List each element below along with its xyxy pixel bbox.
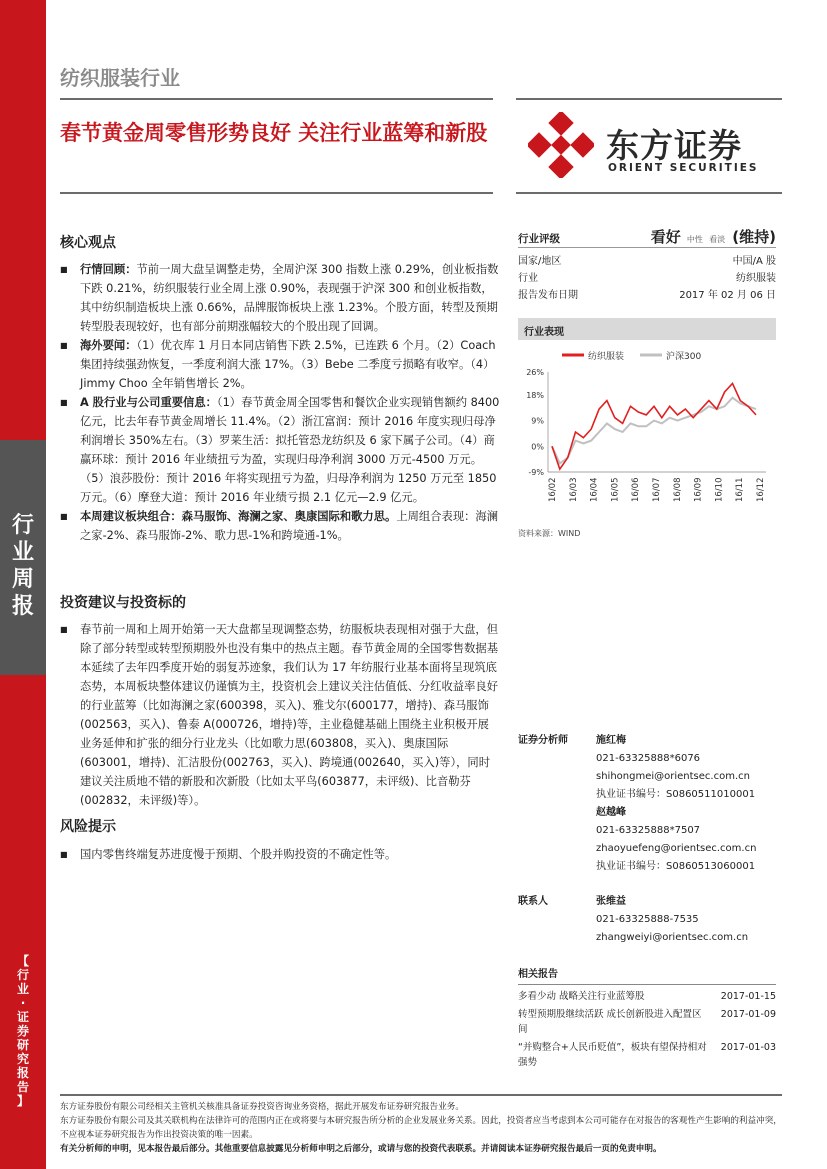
analyst-email[interactable]: zhaoyuefeng@orientsec.com.cn <box>596 843 757 854</box>
analyst-phone: 021-63325888*6076 <box>596 753 701 764</box>
contact-name: 张维益 <box>596 896 626 907</box>
disclaimer-line-1: 东方证券股份有限公司经相关主管机关核准具备证券投资咨询业务资格，据此开展发布证券研究报告业务。 <box>60 1102 464 1112</box>
divider <box>60 98 493 100</box>
x-tick-label: 16/07 <box>652 477 662 502</box>
rating-row <box>518 269 776 286</box>
related-item[interactable] <box>518 1007 776 1037</box>
rating-status: (维持) <box>732 228 776 246</box>
y-tick-label: 0% <box>531 442 544 452</box>
risk-section <box>60 845 500 864</box>
core-point-text: （1）优衣库 1 月日本同店销售下跌 2.5%，已连跌 6 个月。（2）Coach 集团持续强劲恢复，一季度利润大涨 17%。（3）Bebe 二季度亏损略有收窄。（4）Jimmy Choo 全年销售增长 2%。 <box>80 339 496 390</box>
rating-label: 行业评级 <box>518 233 560 245</box>
related-date: 2017-01-03 <box>720 1042 776 1053</box>
rating-bearish: 看淡 <box>709 235 726 244</box>
rating-row <box>518 252 776 269</box>
core-point-text: 上周组合表现：海澜之家-2%、森马服饰-2%、歌力思-1%和跨境通-1%。 <box>80 510 499 542</box>
rating-key: 行业 <box>518 273 538 284</box>
related-date: 2017-01-15 <box>720 991 776 1002</box>
risk-heading: 风险提示 <box>60 819 116 835</box>
rating-neutral: 中性 <box>686 235 703 244</box>
company-name: 东方证券 <box>606 126 742 165</box>
related-date: 2017-01-09 <box>720 1009 776 1020</box>
core-point <box>60 336 500 393</box>
rating-value: 看好 <box>650 228 681 246</box>
analysts-label: 证券分析师 <box>518 735 568 746</box>
contact-phone: 021-63325888-7535 <box>596 914 699 925</box>
analyst-cert: 执业证书编号：S0860513060001 <box>596 861 756 872</box>
divider <box>60 192 493 194</box>
series-line-textile <box>552 383 756 469</box>
contact-email[interactable]: zhangweiyi@orientsec.com.cn <box>596 932 749 943</box>
contact-person <box>596 893 748 947</box>
rating-row <box>518 286 776 303</box>
advice-text: ■ 春节前一周和上周开始第一天大盘都呈现调整态势，纺服板块表现相对强于大盘，但除了部分转型或转型预期股外也没有集中的热点主题。春节黄金周的全国零售数据基本延续了去年四季度开始的弱复苏迹象，我们认为 17 年纺服行业基本面将呈现筑底态势，本周板块整体建议仍谨慎为主，投资机会上建议关注估值低、分红收益率良好的行业蓝筹（比如海澜之家(600398，买入)、雅戈尔(600177，增持)、森马服饰(002563，买入)、鲁泰 A(000726，增持)等，主业稳健基础上围绕主业积极开展业务延伸和扩张的细分行业龙头（比如歌力思(603808，买入)、奥康国际(603001，增持)、汇洁股份(002763，买入)、跨境通(002640，买入)等），同时建议关注质地不错的新股和次新股（比如太平鸟(603877，未评级)、比音勒芬(002832，未评级)等）。 <box>60 620 500 810</box>
disclaimer-line-3: 有关分析师的申明，见本报告最后部分。其他重要信息披露见分析师申明之后部分，或请与您的投资代表联系。并请阅读本证券研究报告最后一页的免责申明。 <box>60 1144 662 1154</box>
report-type-label: 行 业 周 报 <box>0 440 46 675</box>
analysts-block <box>518 732 778 872</box>
rating-val: 2017 年 02 月 06 日 <box>679 290 776 301</box>
core-point-title: 行情回顾： <box>80 263 137 276</box>
divider <box>60 1094 782 1096</box>
contact-label: 联系人 <box>518 896 548 907</box>
report-title: 春节黄金周零售形势良好 关注行业蓝筹和新股 <box>60 121 488 145</box>
y-tick-label: 26% <box>526 368 544 377</box>
x-tick-label: 16/10 <box>714 477 725 502</box>
analyst-email[interactable]: shihongmei@orientsec.com.cn <box>596 771 750 782</box>
chart-title: 行业表现 <box>518 318 776 340</box>
y-tick-label: -9% <box>528 468 544 477</box>
related-title[interactable]: 转型预期股继续活跃 成长创新股进入配置区间 <box>518 1009 702 1035</box>
x-tick-label: 16/02 <box>548 477 558 502</box>
industry-performance-chart <box>518 344 776 520</box>
industry-name: 纺织服装行业 <box>60 66 180 90</box>
y-tick-label: 9% <box>531 416 544 426</box>
legend-label: 纺织服装 <box>588 352 625 362</box>
core-point-text: 节前一周大盘呈调整走势，全周沪深 300 指数上涨 0.29%，创业板指数下跌 0.21%，纺织服装行业全周上涨 0.90%，表现强于沪深 300 和创业板指数，其中纺织制造板块上涨 0.66%，品牌服饰板块上涨 1.23%。个股方面，转型及预期转型股表现较好，也有部分前期涨幅较大的个股出现了回调。 <box>80 263 499 333</box>
x-tick-label: 16/08 <box>672 477 683 502</box>
x-tick-label: 16/03 <box>568 477 579 502</box>
company-logo <box>528 112 788 182</box>
company-name-en: ORIENT SECURITIES <box>608 162 759 174</box>
advice-heading: 投资建议与投资标的 <box>60 595 186 611</box>
rating-box <box>518 226 776 303</box>
x-tick-label: 16/04 <box>589 477 600 502</box>
related-title[interactable]: 多看少动 战略关注行业蓝筹股 <box>518 991 645 1002</box>
rating-key: 报告发布日期 <box>518 290 578 301</box>
rating-val: 纺织服装 <box>736 273 776 284</box>
divider <box>516 98 782 100</box>
core-heading: 核心观点 <box>60 235 116 251</box>
core-points <box>60 260 500 545</box>
y-tick-label: 18% <box>526 390 544 400</box>
disclaimer-line-2: 东方证券股份有限公司及其关联机构在法律许可的范围内正在或将要与本研究报告所分析的企业发展业务关系。因此，投资者应当考虑到本公司可能存在对报告的客观性产生影响的利益冲突，不应视本证券研究报告为作出投资决策的唯一因素。 <box>60 1116 782 1140</box>
core-point <box>60 507 500 545</box>
contact-block <box>518 893 778 953</box>
risk-text: ■ 国内零售终端复苏进度慢于预期、个股并购投资的不确定性等。 <box>60 845 500 864</box>
core-point-text: （1）春节黄金周全国零售和餐饮企业实现销售额约 8400 亿元，比去年春节黄金周增长 11.4%。（2）浙江富润：预计 2016 年度实现归母净利润增长 350%左右。（3）罗莱生活：拟托管恐龙纺织及 6 家下属子公司。（4）商赢环球：预计 2016 年业绩扭亏为盈，实现归母净利润 3000 万元-4500 万元。（5）浪莎股份：预计 2016 年将实现扭亏为盈，归母净利润为 1250 万元至 1850 万元。（6）摩登大道：预计 2016 年业绩亏损 2.1 亿元—2.9 亿元。 <box>80 396 500 504</box>
x-tick-label: 16/09 <box>693 477 704 502</box>
x-tick-label: 16/11 <box>735 477 746 502</box>
analyst-name: 施红梅 <box>596 735 626 746</box>
core-point-title: 本周建议板块组合：森马服饰、海澜之家、奥康国际和歌力思。 <box>80 510 397 523</box>
related-item[interactable] <box>518 1040 776 1070</box>
rating-key: 国家/地区 <box>518 256 562 267</box>
related-title[interactable]: “并购整合+人民币贬值”，板块有望保持相对强势 <box>518 1042 707 1068</box>
analyst-cert: 执业证书编号：S0860511010001 <box>596 789 756 800</box>
legend-label: 沪深300 <box>666 352 702 362</box>
core-point <box>60 260 500 336</box>
x-tick-label: 16/06 <box>631 477 642 502</box>
related-heading: 相关报告 <box>518 965 776 985</box>
advice-section <box>60 620 500 810</box>
core-point <box>60 393 500 507</box>
x-tick-label: 16/12 <box>756 477 766 502</box>
rating-val: 中国/A 股 <box>732 256 776 267</box>
analyst-name: 赵越峰 <box>596 807 626 818</box>
related-item[interactable] <box>518 989 776 1004</box>
orient-logo-icon <box>528 112 594 178</box>
disclaimer <box>60 1100 782 1156</box>
core-point-title: 海外要闻： <box>80 339 137 352</box>
chart-source: 资料来源：WIND <box>518 529 581 538</box>
report-category-label: 【 行 业 · 证 券 研 究 报 告 】 <box>16 954 29 1108</box>
x-tick-label: 16/05 <box>610 477 621 502</box>
divider <box>516 192 782 194</box>
related-reports <box>518 965 776 1073</box>
analyst-phone: 021-63325888*7507 <box>596 825 701 836</box>
core-point-title: A 股行业与公司重要信息： <box>80 396 217 409</box>
analyst-1 <box>596 732 756 876</box>
